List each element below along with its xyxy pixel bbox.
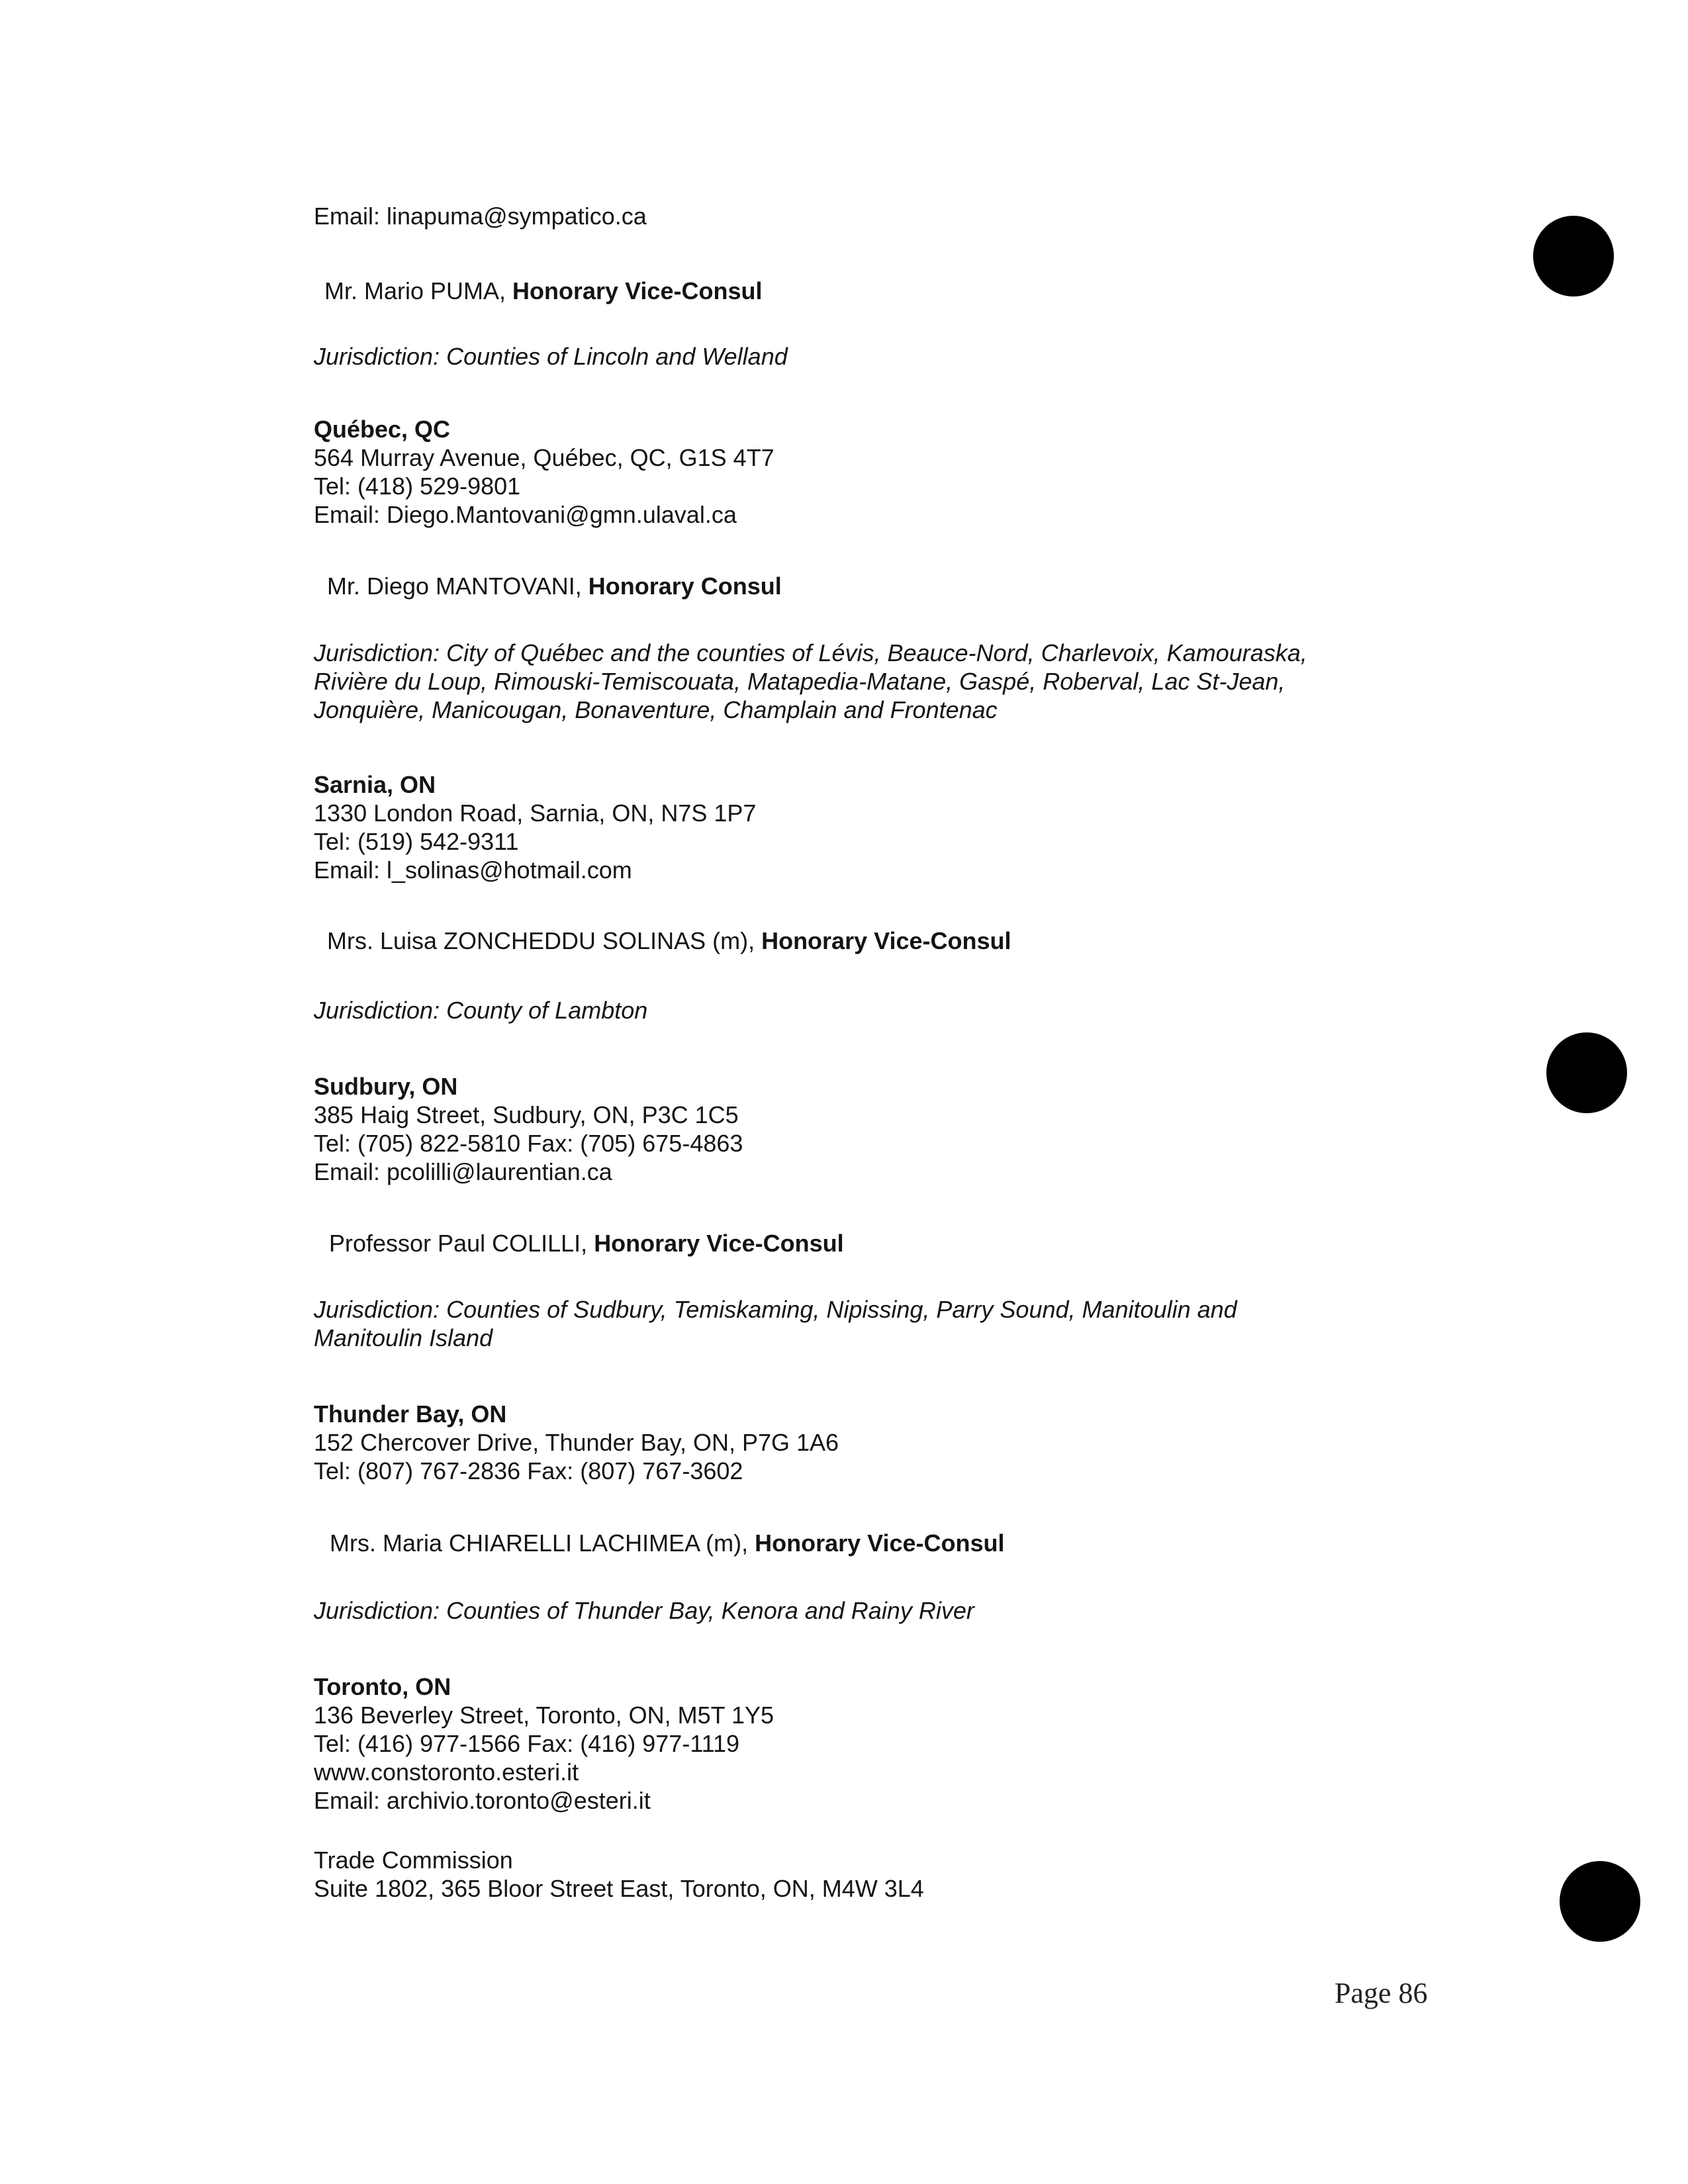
trade-commission	[314, 1846, 1452, 1903]
person-role: Honorary Vice-Consul	[512, 277, 763, 304]
person-role: Honorary Vice-Consul	[594, 1230, 844, 1257]
office-tel: Tel: (519) 542-9311	[314, 828, 519, 855]
office-city: Thunder Bay, ON	[314, 1400, 507, 1428]
jurisdiction-mantovani: Jurisdiction: City of Québec and the counties of Lévis, Beauce-Nord, Charlevoix, Kamouraska, Rivière du Loup, Rimouski-Temiscouata, Matapedia-Matane, Gaspé, Roberval, Lac St-Jean, Jonquière, Manicougan, Bonaventure, Champlain and Frontenac	[314, 639, 1307, 723]
jurisdiction-chiarelli: Jurisdiction: Counties of Thunder Bay, Kenora and Rainy River	[314, 1597, 974, 1624]
office-city: Sudbury, ON	[314, 1073, 458, 1100]
email-line: Email: linapuma@sympatico.ca	[314, 203, 647, 230]
office-tel: Tel: (807) 767-2836 Fax: (807) 767-3602	[314, 1457, 743, 1484]
person-role: Honorary Vice-Consul	[755, 1529, 1005, 1557]
office-quebec	[314, 415, 1452, 529]
office-address: 1330 London Road, Sarnia, ON, N7S 1P7	[314, 799, 757, 827]
office-address: 564 Murray Avenue, Québec, QC, G1S 4T7	[314, 444, 774, 471]
person-name: Professor Paul COLILLI,	[329, 1230, 594, 1257]
office-tel: Tel: (416) 977-1566 Fax: (416) 977-1119	[314, 1730, 740, 1757]
consul-entry-puma	[324, 277, 762, 305]
office-email: Email: archivio.toronto@esteri.it	[314, 1787, 651, 1814]
office-email: Email: Diego.Mantovani@gmn.ulaval.ca	[314, 501, 737, 528]
person-role: Honorary Consul	[588, 572, 782, 600]
person-name: Mrs. Luisa ZONCHEDDU SOLINAS (m),	[327, 927, 762, 954]
jurisdiction-colilli: Jurisdiction: Counties of Sudbury, Temiskaming, Nipissing, Parry Sound, Manitoulin and Manitoulin Island	[314, 1296, 1237, 1351]
punch-hole-bottom	[1560, 1861, 1640, 1942]
person-name: Mr. Diego MANTOVANI,	[327, 572, 588, 600]
consul-entry-solinas	[327, 927, 1011, 955]
office-toronto	[314, 1672, 1452, 1815]
office-email: Email: l_solinas@hotmail.com	[314, 856, 632, 884]
office-address: 385 Haig Street, Sudbury, ON, P3C 1C5	[314, 1101, 739, 1128]
office-website: www.constoronto.esteri.it	[314, 1758, 579, 1786]
office-thunder-bay	[314, 1400, 1452, 1485]
office-city: Sarnia, ON	[314, 771, 436, 798]
punch-hole-middle	[1546, 1032, 1627, 1113]
consul-entry-colilli	[329, 1229, 844, 1257]
person-name: Mr. Mario PUMA,	[324, 277, 513, 304]
punch-hole-top	[1533, 216, 1614, 296]
trade-commission-title: Trade Commission	[314, 1846, 513, 1874]
person-role: Honorary Vice-Consul	[761, 927, 1011, 954]
consul-entry-chiarelli	[330, 1529, 1005, 1557]
office-tel: Tel: (705) 822-5810 Fax: (705) 675-4863	[314, 1130, 743, 1157]
trade-commission-address: Suite 1802, 365 Bloor Street East, Toronto, ON, M4W 3L4	[314, 1875, 924, 1902]
jurisdiction-puma: Jurisdiction: Counties of Lincoln and Welland	[314, 343, 788, 370]
top-email-line	[314, 202, 1452, 230]
page-number: Page 86	[1335, 1977, 1428, 2009]
office-address: 152 Chercover Drive, Thunder Bay, ON, P7G 1A6	[314, 1429, 839, 1456]
jurisdiction-solinas: Jurisdiction: County of Lambton	[314, 997, 648, 1024]
office-tel: Tel: (418) 529-9801	[314, 473, 521, 500]
office-city: Québec, QC	[314, 416, 451, 443]
office-sarnia	[314, 770, 1452, 884]
office-email: Email: pcolilli@laurentian.ca	[314, 1158, 612, 1185]
office-address: 136 Beverley Street, Toronto, ON, M5T 1Y5	[314, 1702, 774, 1729]
office-sudbury	[314, 1072, 1452, 1186]
consul-entry-mantovani	[327, 572, 782, 600]
person-name: Mrs. Maria CHIARELLI LACHIMEA (m),	[330, 1529, 755, 1557]
office-city: Toronto, ON	[314, 1673, 451, 1700]
